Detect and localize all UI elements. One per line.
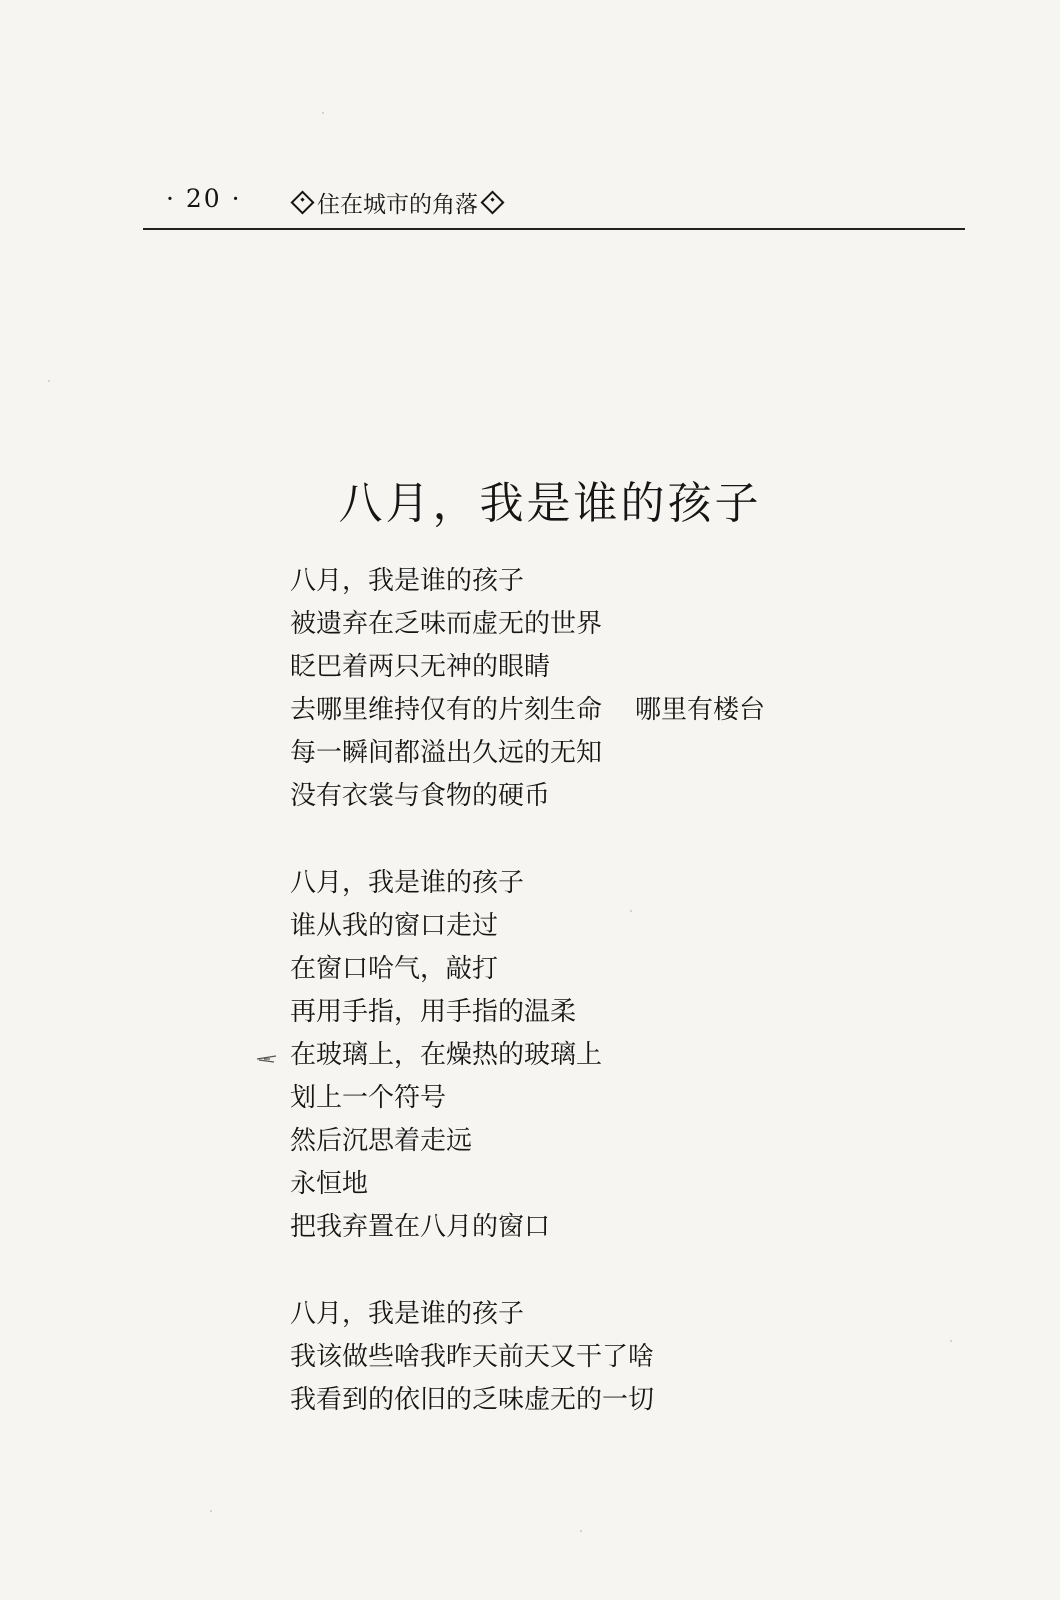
poem-line: 把我弃置在八月的窗口 xyxy=(290,1212,551,1242)
poem-line: 永恒地 xyxy=(290,1169,369,1199)
poem-line: 去哪里维持仅有的片刻生命 哪里有楼台 xyxy=(290,695,766,725)
poem-line: 划上一个符号 xyxy=(290,1083,447,1113)
poem-line: 在窗口哈气，敲打 xyxy=(290,954,499,984)
poem-body xyxy=(290,560,990,1466)
stanza xyxy=(290,560,990,818)
page-header xyxy=(148,178,968,218)
poem-line: 八月，我是谁的孩子 xyxy=(290,566,525,596)
scan-mark xyxy=(256,1055,278,1063)
poem-line: 我看到的依旧的乏味虚无的一切 xyxy=(290,1385,655,1415)
poem-line: 再用手指，用手指的温柔 xyxy=(290,997,577,1027)
scan-speck xyxy=(630,910,632,912)
poem-line: 眨巴着两只无神的眼睛 xyxy=(290,652,551,682)
running-title xyxy=(288,186,507,219)
poem-line: 八月，我是谁的孩子 xyxy=(290,868,525,898)
scan-speck xyxy=(48,380,50,382)
stanza xyxy=(290,1293,990,1422)
poem-line: 然后沉思着走远 xyxy=(290,1126,473,1156)
diamond-icon xyxy=(290,190,314,214)
poem-title: 八月，我是谁的孩子 xyxy=(338,478,762,530)
poem-line: 八月，我是谁的孩子 xyxy=(290,1299,525,1329)
scan-speck xyxy=(580,1530,582,1532)
scan-speck xyxy=(210,1510,212,1512)
poem-line: 谁从我的窗口走过 xyxy=(290,911,499,941)
scan-speck xyxy=(322,112,324,114)
scan-speck xyxy=(950,1340,952,1342)
poem-line: 在玻璃上，在燥热的玻璃上 xyxy=(290,1040,603,1070)
poem-line: 每一瞬间都溢出久远的无知 xyxy=(290,738,603,768)
poem-line: 我该做些啥我昨天前天又干了啥 xyxy=(290,1342,655,1372)
running-title-text: 住在城市的角落 xyxy=(317,192,478,218)
poem-line: 被遗弃在乏味而虚无的世界 xyxy=(290,609,603,639)
stanza xyxy=(290,862,990,1249)
header-rule xyxy=(143,228,965,230)
page-number: · 20 · xyxy=(166,184,242,213)
poem-line: 没有衣裳与食物的硬币 xyxy=(290,781,551,811)
diamond-icon xyxy=(480,190,504,214)
